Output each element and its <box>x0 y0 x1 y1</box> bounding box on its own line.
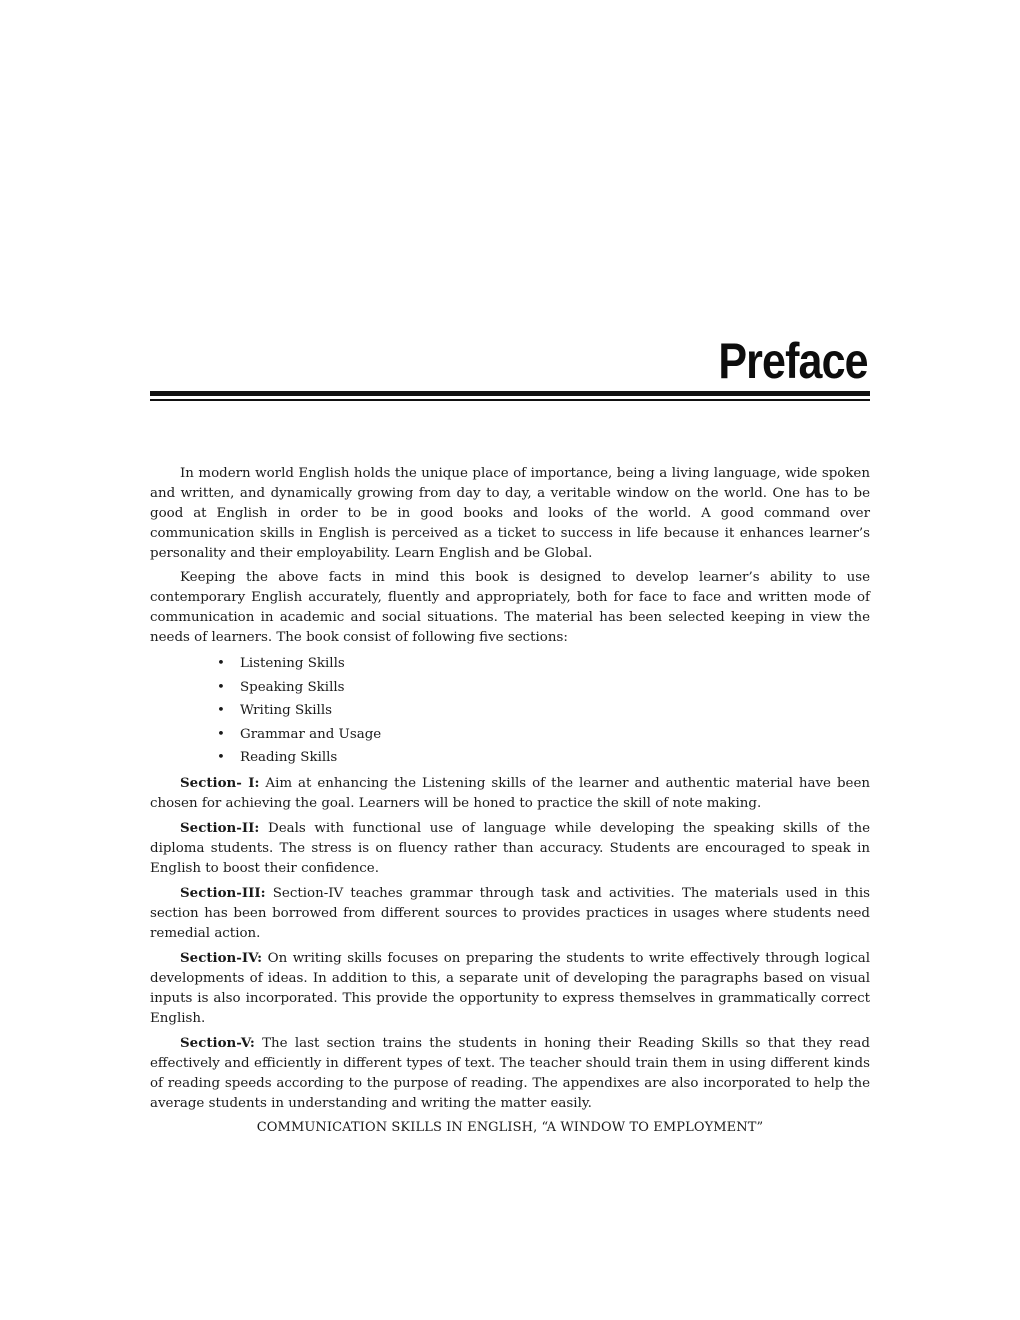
section-5-paragraph <box>150 1033 870 1114</box>
bullet-icon: • <box>217 703 225 718</box>
list-item-label: Writing Skills <box>240 703 332 718</box>
section-3-paragraph <box>150 883 870 944</box>
section-2-text: Deals with functional use of language while developing the speaking skills of the diploma students. The stress is on fluency rather than accuracy. Students are encouraged to speak in English to boost their confidence. <box>150 820 870 876</box>
bullet-icon: • <box>217 679 225 695</box>
purpose-paragraph: Keeping the above facts in mind this book is designed to develop learner’s ability to use contemporary English accurately, fluently and appropriately, both for face to face and written mode of communication in academic and social situations. The material has been selected keeping in view the needs of learners. The book consist of following five sections: <box>150 570 870 645</box>
title-rule-thick <box>150 391 870 396</box>
section-1-label: Section- I: <box>180 774 260 791</box>
section-5-text: The last section trains the students in honing their Reading Skills so that they read effectively and efficiently in different types of text. The teacher should train them in using different kinds of reading speeds according to the purpose of reading. The appendixes are also incorporated to help the average students in understanding and writing the matter easily. <box>150 1035 870 1111</box>
title-double-rule <box>150 391 870 401</box>
preface-body <box>150 464 870 1138</box>
bullet-icon: • <box>217 750 225 765</box>
list-item-label: Reading Skills <box>240 750 338 765</box>
section-2-label: Section-II: <box>180 819 260 836</box>
list-item <box>150 699 870 723</box>
page-title: Preface <box>718 333 868 389</box>
section-4-paragraph <box>150 948 870 1029</box>
list-item-label: Listening Skills <box>240 656 345 671</box>
section-1-text: Aim at enhancing the Listening skills of the learner and authentic material have been chosen for achieving the goal. Learners will be honed to practice the skill of note making. <box>150 775 870 811</box>
bullet-icon: • <box>217 726 225 742</box>
sections-list <box>150 652 870 770</box>
list-item <box>150 723 870 747</box>
list-item <box>150 652 870 676</box>
section-4-text: On writing skills focuses on preparing the students to write effectively through logical developments of ideas. In addition to this, a separate unit of developing the paragraphs based on visual inputs is also incorporated. This provide the opportunity to express themselves in grammatically correct English. <box>150 950 870 1026</box>
list-item-label: Grammar and Usage <box>240 726 382 742</box>
section-2-paragraph <box>150 818 870 879</box>
title-rule-thin <box>150 399 870 401</box>
list-item <box>150 676 870 700</box>
list-item <box>150 746 870 770</box>
section-1-paragraph <box>150 773 870 814</box>
section-4-label: Section-IV: <box>180 949 263 966</box>
list-item-label: Speaking Skills <box>240 679 345 695</box>
intro-paragraph: In modern world English holds the unique place of importance, being a living language, wide spoken and written, and dynamically growing from day to day, a veritable window on the world. One has to be good at English in order to be in good books and looks of the world. A good command over communication skills in English is perceived as a ticket to success in life because it enhances learner’s personality and their employability. Learn English and be Global. <box>150 466 870 561</box>
bullet-icon: • <box>217 656 225 671</box>
section-3-label: Section-III: <box>180 884 266 901</box>
section-5-label: Section-V: <box>180 1034 255 1051</box>
section-3-text: Section-IV teaches grammar through task and activities. The materials used in this section has been borrowed from different sources to provides practices in usages where students need remedial action. <box>150 885 870 941</box>
closing-line: COMMUNICATION SKILLS IN ENGLISH, “A WINDOW TO EMPLOYMENT” <box>256 1119 764 1135</box>
